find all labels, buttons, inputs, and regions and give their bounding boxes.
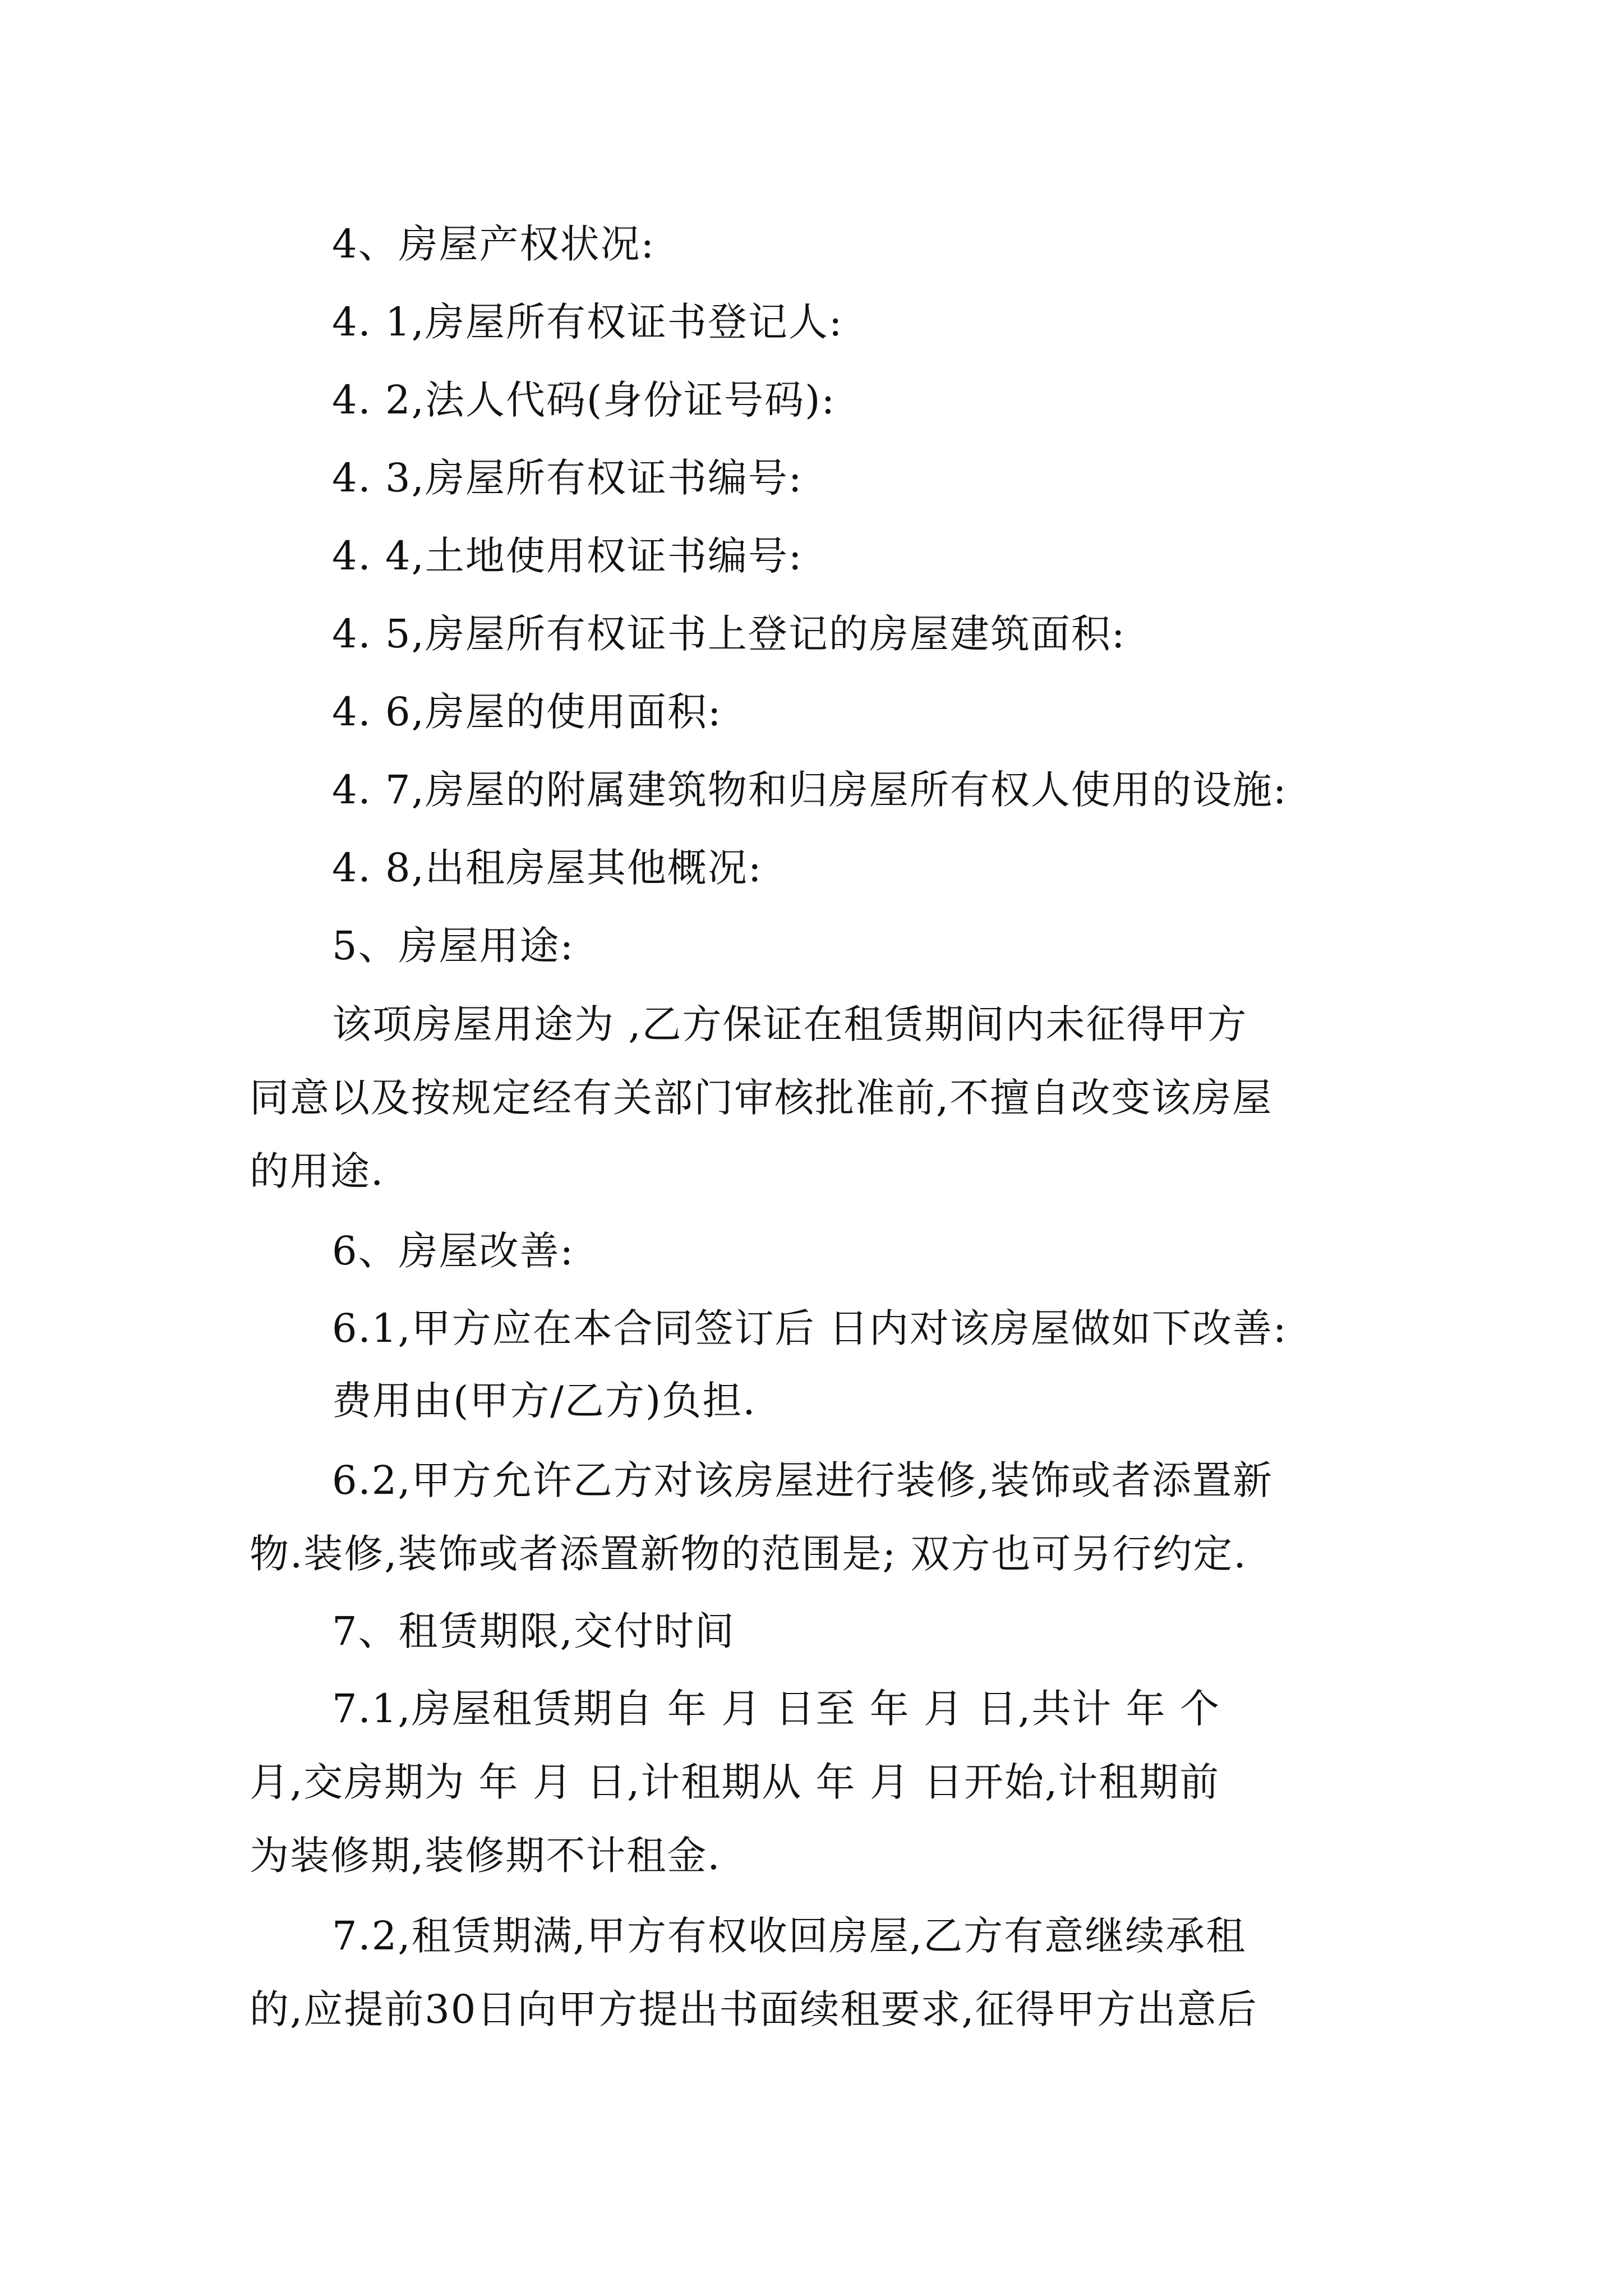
clause-4-8: 4. 8,出租房屋其他概况:: [332, 845, 763, 891]
clause-4-3: 4. 3,房屋所有权证书编号:: [332, 455, 803, 501]
clause-7-1-line-1: 7.1,房屋租赁期自 年 月 日至 年 月 日,共计 年 个: [332, 1686, 1220, 1732]
paragraph-5-line-1: 该项房屋用途为 ,乙方保证在租赁期间内未征得甲方: [332, 1001, 1248, 1047]
clause-7-2-line-1: 7.2,租赁期满,甲方有权收回房屋,乙方有意继续承租: [332, 1913, 1247, 1959]
clause-6-2-line-1: 6.2,甲方允许乙方对该房屋进行装修,装饰或者添置新: [332, 1457, 1273, 1503]
section-5-heading: 5、房屋用途:: [332, 923, 575, 969]
clause-4-6: 4. 6,房屋的使用面积:: [332, 689, 722, 735]
clause-6-2-line-2: 物.装修,装饰或者添置新物的范围是; 双方也可另行约定.: [250, 1531, 1247, 1577]
clause-4-5: 4. 5,房屋所有权证书上登记的房屋建筑面积:: [332, 611, 1126, 657]
section-6-heading: 6、房屋改善:: [332, 1228, 575, 1274]
clause-6-1: 6.1,甲方应在本合同签订后 日内对该房屋做如下改善:: [332, 1305, 1288, 1351]
clause-6-1-cost: 费用由(甲方/乙方)负担.: [332, 1378, 757, 1424]
paragraph-5-line-2: 同意以及按规定经有关部门审核批准前,不擅自改变该房屋: [250, 1075, 1273, 1121]
clause-7-1-line-3: 为装修期,装修期不计租金.: [250, 1833, 721, 1879]
clause-4-4: 4. 4,土地使用权证书编号:: [332, 533, 803, 579]
section-7-heading: 7、租赁期限,交付时间: [332, 1608, 735, 1654]
clause-7-1-line-2: 月,交房期为 年 月 日,计租期从 年 月 日开始,计租期前: [250, 1759, 1220, 1805]
section-4-heading: 4、房屋产权状况:: [332, 221, 656, 267]
paragraph-5-line-3: 的用途.: [250, 1148, 385, 1194]
clause-4-7: 4. 7,房屋的附属建筑物和归房屋所有权人使用的设施:: [332, 767, 1288, 813]
clause-7-2-line-2: 的,应提前30日向甲方提出书面续租要求,征得甲方出意后: [250, 1986, 1258, 2032]
clause-4-1: 4. 1,房屋所有权证书登记人:: [332, 299, 843, 345]
clause-4-2: 4. 2,法人代码(身份证号码):: [332, 377, 836, 423]
